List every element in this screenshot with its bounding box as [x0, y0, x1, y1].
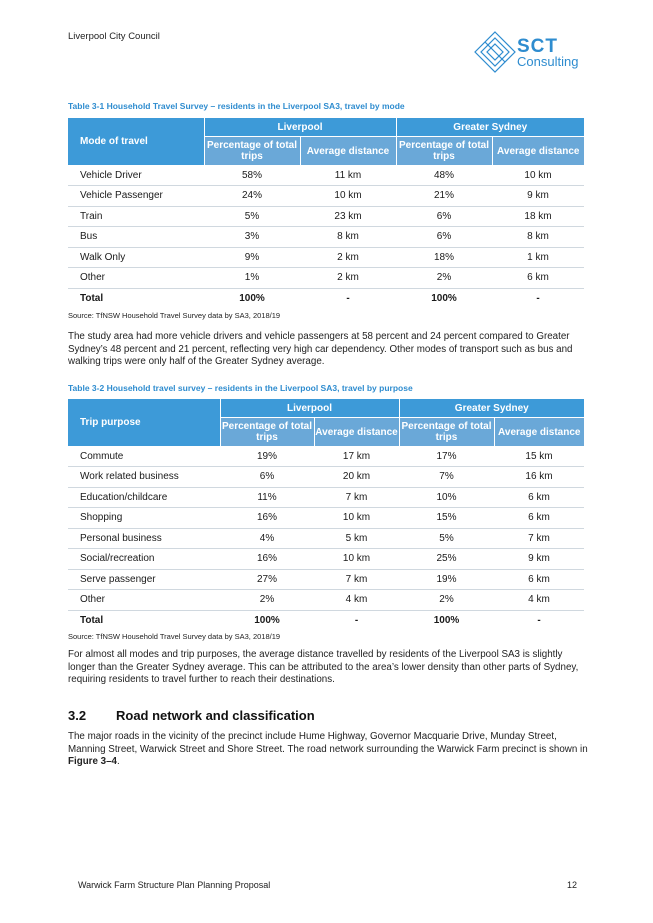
table-cell-label: Train [68, 206, 204, 227]
table-cell-label: Total [80, 292, 104, 304]
logo-text-sub: Consulting [517, 54, 579, 69]
table-cell-spct: 2% [399, 590, 494, 611]
table-cell-sdist: 4 km [494, 590, 584, 611]
table-cell-ldist: 4 km [314, 590, 399, 611]
table-cell-sdist: 6 km [494, 569, 584, 590]
table1-source: Source: TfNSW Household Travel Survey data by SA3, 2018/19 [68, 311, 281, 320]
table-cell-lpct: 58% [204, 165, 300, 186]
table1-first-col-header: Mode of travel [68, 118, 204, 165]
table-cell-sdist: - [536, 292, 540, 304]
table2-sub-pct: Percentage of total trips [399, 418, 494, 447]
table-cell-spct: 19% [399, 569, 494, 590]
table-cell-lpct: 4% [220, 528, 314, 549]
table-cell-label: Vehicle Driver [68, 165, 204, 186]
table1-sub-pct: Percentage of total trips [396, 137, 492, 166]
table-cell-lpct: 6% [220, 467, 314, 488]
table-cell-label: Vehicle Passenger [68, 186, 204, 207]
table-row [68, 186, 584, 207]
table-cell-spct: 100% [433, 614, 460, 626]
road-network-end: . [117, 756, 120, 768]
table-row [68, 508, 584, 529]
section-number: 3.2 [68, 708, 87, 723]
table-cell-spct: 17% [399, 446, 494, 467]
table-cell-label: Bus [68, 227, 204, 248]
table-cell-ldist: 20 km [314, 467, 399, 488]
table1-sub-dist: Average distance [492, 137, 584, 166]
table-cell-lpct: 24% [204, 186, 300, 207]
table-cell-spct: 6% [396, 227, 492, 248]
table-cell-lpct: 100% [239, 292, 265, 304]
table-cell-ldist: 7 km [314, 569, 399, 590]
table-row [68, 549, 584, 570]
table-row [68, 206, 584, 227]
table-cell-sdist: 16 km [494, 467, 584, 488]
table-cell-sdist: 7 km [494, 528, 584, 549]
table-row [68, 247, 584, 268]
table2-group-sydney: Greater Sydney [399, 399, 584, 418]
table-cell-label: Serve passenger [68, 569, 220, 590]
table-cell-sdist: 9 km [494, 549, 584, 570]
table-cell-spct: 100% [431, 292, 457, 304]
table-cell-spct: 48% [396, 165, 492, 186]
table-cell-ldist: 11 km [300, 165, 396, 186]
table-cell-label: Other [68, 268, 204, 289]
table-cell-spct: 25% [399, 549, 494, 570]
table-cell-ldist: 5 km [314, 528, 399, 549]
table-row [68, 467, 584, 488]
sct-logo [473, 30, 585, 74]
table-cell-label: Shopping [68, 508, 220, 529]
table-cell-lpct: 27% [220, 569, 314, 590]
table-row [68, 288, 584, 308]
header-organisation: Liverpool City Council [68, 31, 160, 42]
table-row [68, 165, 584, 186]
table2-caption: Table 3-2 Household travel survey – residents in the Liverpool SA3, travel by purpose [68, 383, 413, 393]
table-row [68, 528, 584, 549]
table-cell-ldist: - [354, 614, 359, 626]
table-cell-spct: 6% [396, 206, 492, 227]
table-cell-spct: 18% [396, 247, 492, 268]
table-row [68, 487, 584, 508]
table-cell-spct: 5% [399, 528, 494, 549]
table-cell-spct: 10% [399, 487, 494, 508]
road-network-text: The major roads in the vicinity of the precinct include Hume Highway, Governor Macquarie Drive, Munday Street, Manning Street, Warwick Street and Shore Street. The road network surrounding the Warwick Farm precinct is shown in [68, 731, 588, 755]
travel-by-purpose-table [68, 399, 584, 630]
table-cell-sdist: 6 km [492, 268, 584, 289]
table-cell-lpct: 2% [220, 590, 314, 611]
table-cell-ldist: 10 km [314, 508, 399, 529]
table-cell-lpct: 9% [204, 247, 300, 268]
table-cell-ldist: - [346, 292, 350, 304]
table1-sub-dist: Average distance [300, 137, 396, 166]
table-cell-spct: 15% [399, 508, 494, 529]
table-cell-label: Other [68, 590, 220, 611]
table-cell-spct: 21% [396, 186, 492, 207]
table-cell-spct: 2% [396, 268, 492, 289]
paragraph-road-network [68, 731, 588, 769]
table-row [68, 227, 584, 248]
table-cell-sdist: 15 km [494, 446, 584, 467]
table-cell-ldist: 2 km [300, 268, 396, 289]
table-cell-sdist: 6 km [494, 487, 584, 508]
table1-caption: Table 3-1 Household Travel Survey – residents in the Liverpool SA3, travel by mode [68, 101, 405, 111]
table-cell-sdist: 10 km [492, 165, 584, 186]
table-cell-sdist: 1 km [492, 247, 584, 268]
paragraph-car-dependency: The study area had more vehicle drivers and vehicle passengers at 58 percent and 24 percent compared to Greater Sydney’s 48 percent and 21 percent, reflecting very high car dependency. Other modes of transport such as bus and walking trips were only half of the Greater Sydney average. [68, 331, 573, 368]
table2-sub-pct: Percentage of total trips [220, 418, 314, 447]
table-cell-ldist: 23 km [300, 206, 396, 227]
table-cell-ldist: 7 km [314, 487, 399, 508]
travel-by-mode-table [68, 118, 584, 308]
table-cell-sdist: 9 km [492, 186, 584, 207]
table-cell-sdist: 6 km [494, 508, 584, 529]
table-cell-ldist: 8 km [300, 227, 396, 248]
table-cell-lpct: 3% [204, 227, 300, 248]
table1-group-sydney: Greater Sydney [396, 118, 584, 137]
paragraph-distance: For almost all modes and trip purposes, the average distance travelled by residents of the Liverpool SA3 is slightly longer than the Greater Sydney average. This can be attributed to the area’s lower density than other parts of Sydney, requiring residents to travel further to reach their destinations. [68, 649, 579, 686]
table2-sub-dist: Average distance [314, 418, 399, 447]
table-cell-spct: 7% [399, 467, 494, 488]
table-cell-sdist: - [537, 614, 541, 626]
table-cell-lpct: 19% [220, 446, 314, 467]
footer-title: Warwick Farm Structure Plan Planning Proposal [78, 880, 271, 890]
figure-reference-link[interactable]: Figure 3–4 [68, 756, 118, 768]
table-cell-label: Social/recreation [68, 549, 220, 570]
table-row [68, 268, 584, 289]
table-row [68, 446, 584, 467]
table-cell-label: Education/childcare [68, 487, 220, 508]
table-cell-label: Personal business [68, 528, 220, 549]
table-cell-ldist: 10 km [314, 549, 399, 570]
table2-group-liverpool: Liverpool [220, 399, 399, 418]
table-cell-label: Total [80, 614, 104, 626]
table-row [68, 590, 584, 611]
diamond-logo-icon [473, 30, 517, 74]
table-cell-ldist: 17 km [314, 446, 399, 467]
table2-first-col-header: Trip purpose [68, 399, 220, 446]
table-cell-lpct: 5% [204, 206, 300, 227]
table-row [68, 610, 584, 630]
table-cell-lpct: 100% [254, 614, 280, 626]
table-cell-sdist: 18 km [492, 206, 584, 227]
table-cell-ldist: 10 km [300, 186, 396, 207]
table-cell-lpct: 11% [220, 487, 314, 508]
logo-text-main: SCT [517, 36, 558, 57]
table-row [68, 569, 584, 590]
table-cell-label: Work related business [68, 467, 220, 488]
table-cell-lpct: 1% [204, 268, 300, 289]
table1-sub-pct: Percentage of total trips [204, 137, 300, 166]
table2-source: Source: TfNSW Household Travel Survey data by SA3, 2018/19 [68, 632, 281, 641]
table-cell-lpct: 16% [220, 508, 314, 529]
table1-group-liverpool: Liverpool [204, 118, 396, 137]
table-cell-ldist: 2 km [300, 247, 396, 268]
table-cell-label: Walk Only [68, 247, 204, 268]
section-title: Road network and classification [116, 708, 315, 723]
table2-sub-dist: Average distance [494, 418, 584, 447]
table-cell-sdist: 8 km [492, 227, 584, 248]
table-cell-label: Commute [68, 446, 220, 467]
section-heading [68, 708, 315, 723]
table-cell-lpct: 16% [220, 549, 314, 570]
page-number: 12 [567, 880, 578, 890]
